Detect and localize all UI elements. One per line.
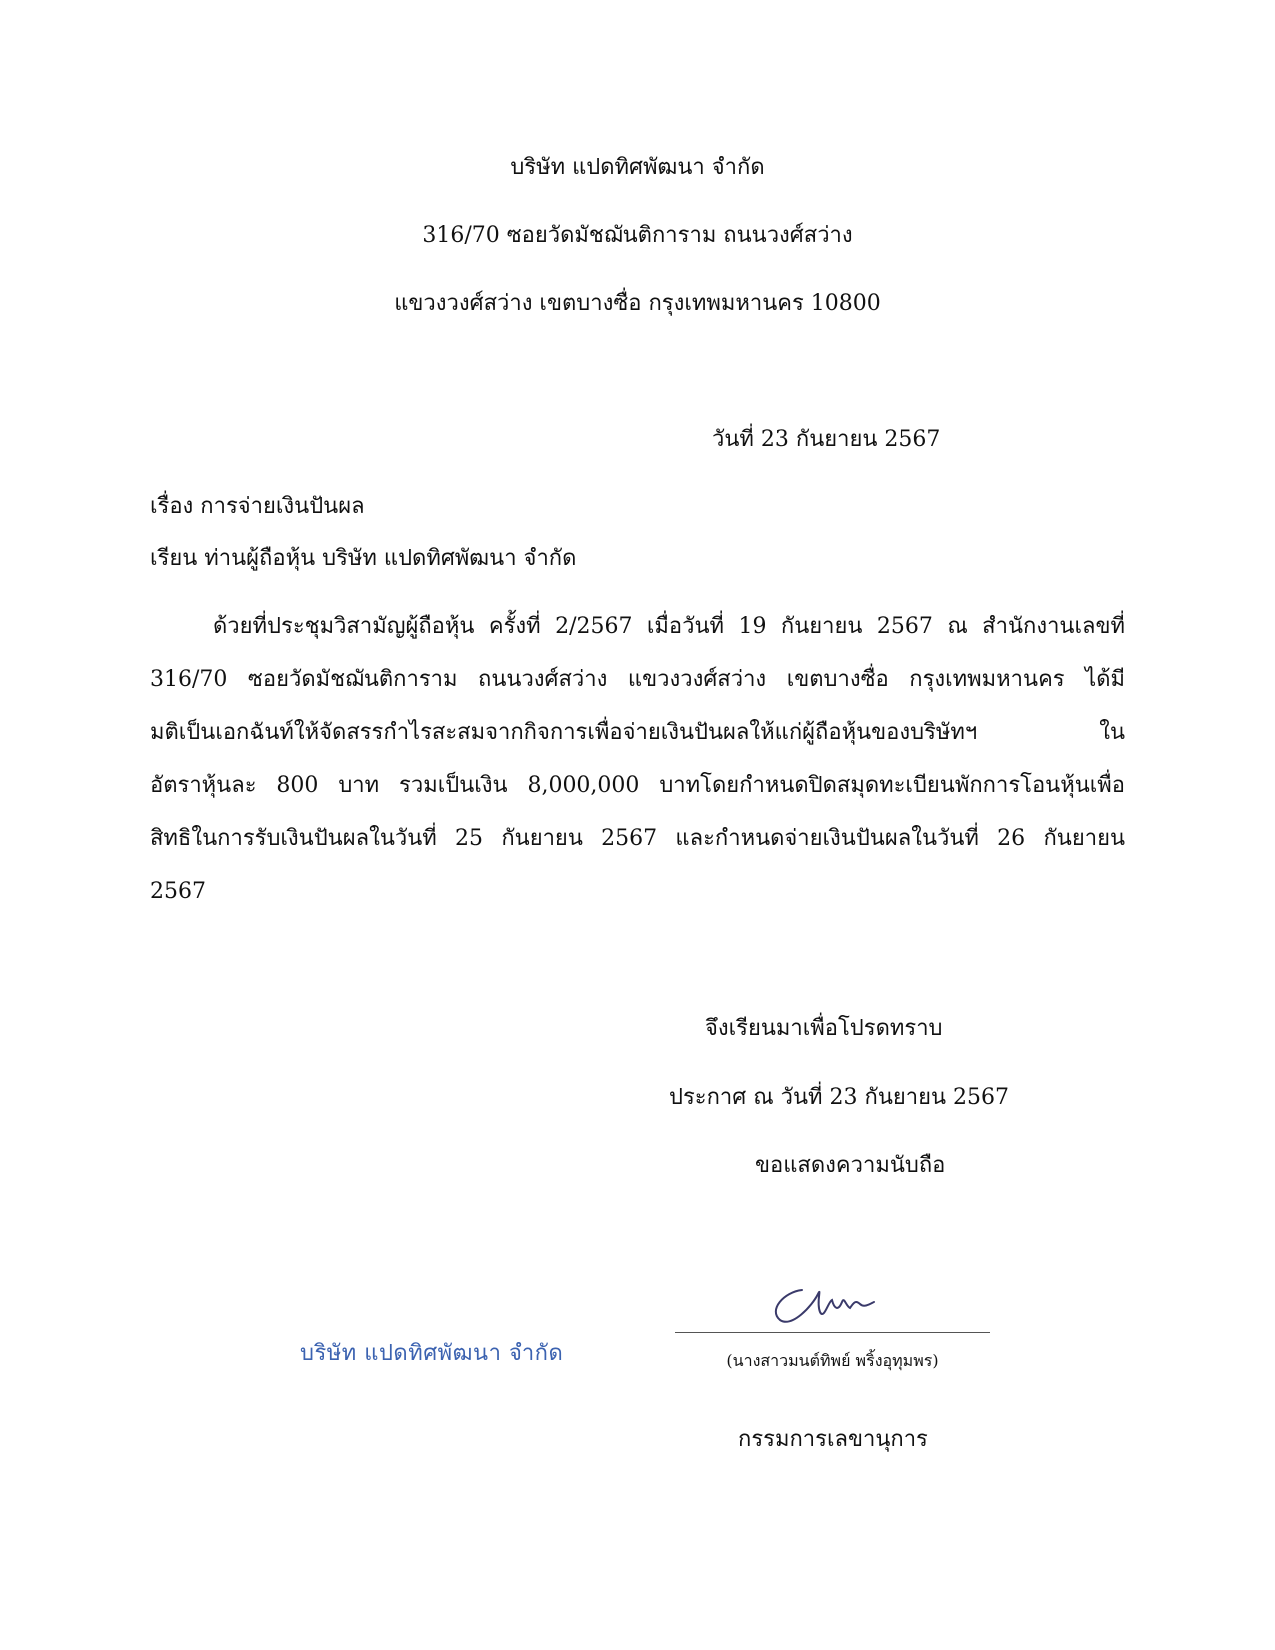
closing-line-1: จึงเรียนมาเพื่อโปรดทราบ	[705, 1016, 943, 1041]
closing-line-3: ขอแสดงความนับถือ	[755, 1153, 946, 1178]
signature-image	[762, 1272, 892, 1332]
signatory-name: (นางสาวมนต์ทิพย์ พริ้งอุทุมพร)	[726, 1351, 939, 1370]
signature-line	[675, 1332, 990, 1333]
company-name: บริษัท แปดทิศพัฒนา จำกัด	[510, 155, 765, 180]
address-line-2: แขวงวงศ์สว่าง เขตบางซื่อ กรุงเทพมหานคร 10800	[394, 291, 881, 316]
letter-subject: เรื่อง การจ่ายเงินปันผล	[150, 494, 365, 519]
body-line: มติเป็นเอกฉันท์ให้จัดสรรกำไรสะสมจากกิจการเพื่อจ่ายเงินปันผลให้แก่ผู้ถือหุ้นของบริษัทฯ ใน	[150, 720, 1125, 745]
body-line: อัตราหุ้นละ 800 บาท รวมเป็นเงิน 8,000,000 บาทโดยกำหนดปิดสมุดทะเบียนพักการโอนหุ้นเพื่อ	[150, 773, 1125, 798]
body-line: 316/70 ซอยวัดมัชฌันติการาม ถนนวงศ์สว่าง แขวงวงศ์สว่าง เขตบางซื่อ กรุงเทพมหานคร ได้มี	[150, 667, 1125, 692]
address-line-1: 316/70 ซอยวัดมัชฌันติการาม ถนนวงศ์สว่าง	[422, 223, 853, 248]
body-line: 2567	[150, 879, 206, 904]
company-stamp: บริษัท แปดทิศพัฒนา จำกัด	[300, 1341, 564, 1366]
body-line: ด้วยที่ประชุมวิสามัญผู้ถือหุ้น ครั้งที่ 2/2567 เมื่อวันที่ 19 กันยายน 2567 ณ สำนักงานเลขที่	[213, 614, 1125, 639]
closing-line-2: ประกาศ ณ วันที่ 23 กันยายน 2567	[669, 1085, 1010, 1110]
body-line: สิทธิในการรับเงินปันผลในวันที่ 25 กันยายน 2567 และกำหนดจ่ายเงินปันผลในวันที่ 26 กันยายน	[150, 826, 1125, 851]
letter-recipient: เรียน ท่านผู้ถือหุ้น บริษัท แปดทิศพัฒนา จำกัด	[150, 546, 577, 571]
letter-date: วันที่ 23 กันยายน 2567	[712, 427, 941, 452]
signatory-title: กรรมการเลขานุการ	[738, 1427, 928, 1452]
